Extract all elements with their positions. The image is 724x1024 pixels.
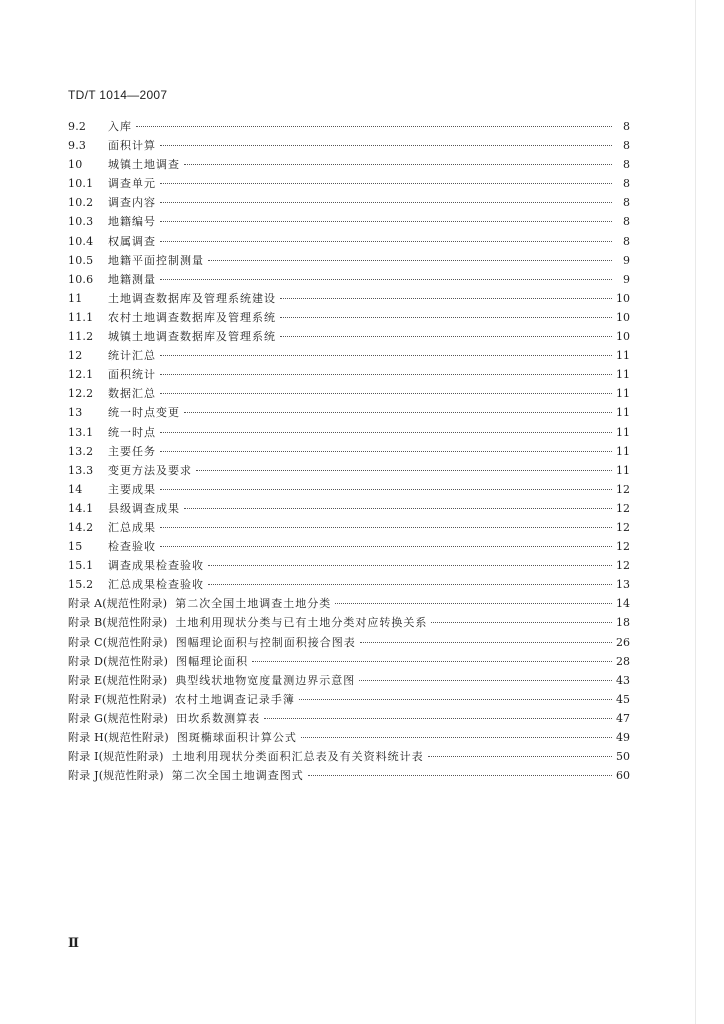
toc-appendix-entry[interactable] bbox=[68, 747, 630, 766]
toc-entry-title: 面积计算 bbox=[108, 139, 156, 153]
toc-dot-leader bbox=[208, 584, 612, 585]
toc-dot-leader bbox=[280, 336, 612, 337]
toc-entry-number: 附录 E(规范性附录) bbox=[68, 673, 168, 687]
toc-entry-number: 附录 H(规范性附录) bbox=[68, 731, 169, 744]
toc-dot-leader bbox=[428, 756, 612, 757]
toc-dot-leader bbox=[335, 603, 612, 604]
toc-entry-page: 9 bbox=[623, 253, 630, 267]
toc-entry-page: 49 bbox=[616, 731, 630, 744]
toc-dot-leader bbox=[160, 145, 612, 146]
toc-entry-number: 附录 G(规范性附录) bbox=[68, 711, 169, 725]
toc-entry-title: 汇总成果 bbox=[108, 520, 156, 534]
toc-appendix-entry[interactable] bbox=[68, 652, 630, 671]
toc-entry-page: 8 bbox=[623, 234, 630, 248]
toc-entry-title: 图斑椭球面积计算公式 bbox=[176, 731, 297, 744]
toc-entry-title: 主要成果 bbox=[108, 482, 156, 496]
toc-entry-page: 11 bbox=[616, 349, 630, 363]
toc-entry-number: 附录 J(规范性附录) bbox=[68, 769, 164, 783]
toc-appendix-entry[interactable] bbox=[68, 766, 630, 785]
toc-entry-number: 12.2 bbox=[68, 387, 94, 401]
toc-entry-page: 12 bbox=[616, 501, 630, 515]
toc-entry-number: 15.1 bbox=[68, 559, 94, 573]
toc-entry-title: 权属调查 bbox=[108, 234, 156, 248]
toc-appendix-entry[interactable] bbox=[68, 728, 630, 747]
toc-appendix-entry[interactable] bbox=[68, 690, 630, 709]
toc-dot-leader bbox=[184, 164, 612, 165]
toc-dot-leader bbox=[160, 451, 612, 452]
toc-dot-leader bbox=[301, 737, 612, 738]
toc-entry-number: 附录 C(规范性附录) bbox=[68, 635, 168, 649]
toc-entry-page: 12 bbox=[616, 520, 630, 534]
toc-entry-page: 9 bbox=[623, 272, 630, 286]
toc-dot-leader bbox=[160, 355, 612, 356]
toc-dot-leader bbox=[360, 642, 612, 643]
toc-entry-title: 地籍测量 bbox=[108, 272, 156, 286]
toc-dot-leader bbox=[299, 699, 612, 700]
toc-entry[interactable] bbox=[68, 537, 630, 556]
toc-entry-title: 数据汇总 bbox=[108, 387, 156, 401]
toc-entry-page: 47 bbox=[616, 711, 630, 725]
toc-dot-leader bbox=[160, 546, 612, 547]
toc-entry[interactable] bbox=[68, 518, 630, 537]
toc-entry-number: 9.2 bbox=[68, 120, 87, 133]
toc-entry-page: 60 bbox=[616, 769, 630, 783]
toc-dot-leader bbox=[431, 622, 612, 623]
toc-appendix-entry[interactable] bbox=[68, 671, 630, 690]
toc-entry-page: 10 bbox=[616, 310, 630, 324]
toc-entry[interactable] bbox=[68, 193, 630, 212]
toc-entry-title: 汇总成果检查验收 bbox=[108, 578, 204, 592]
toc-entry-page: 50 bbox=[616, 750, 630, 764]
toc-entry-page: 11 bbox=[616, 387, 630, 401]
toc-entry-title: 主要任务 bbox=[108, 444, 156, 458]
toc-entry-page: 11 bbox=[616, 425, 630, 439]
toc-entry-number: 12.1 bbox=[68, 368, 94, 382]
toc-entry-number: 10.3 bbox=[68, 215, 94, 229]
toc-entry-title: 典型线状地物宽度量测边界示意图 bbox=[175, 673, 356, 687]
toc-entry[interactable] bbox=[68, 289, 630, 308]
toc-entry-title: 变更方法及要求 bbox=[108, 463, 192, 477]
toc-dot-leader bbox=[264, 718, 612, 719]
toc-entry-number: 15 bbox=[68, 540, 83, 554]
toc-entry-page: 10 bbox=[616, 291, 630, 305]
toc-entry-page: 8 bbox=[623, 120, 630, 133]
toc-entry-number: 附录 F(规范性附录) bbox=[68, 692, 167, 706]
toc-entry[interactable] bbox=[68, 232, 630, 251]
toc-dot-leader bbox=[184, 412, 612, 413]
toc-entry-page: 8 bbox=[623, 158, 630, 172]
toc-entry-title: 地籍编号 bbox=[108, 215, 156, 229]
toc-dot-leader bbox=[280, 298, 612, 299]
toc-appendix-entry[interactable] bbox=[68, 633, 630, 652]
toc-entry-page: 18 bbox=[616, 616, 630, 630]
toc-dot-leader bbox=[208, 565, 612, 566]
toc-entry-page: 11 bbox=[616, 444, 630, 458]
toc-dot-leader bbox=[160, 374, 612, 375]
toc-entry-title: 土地调查数据库及管理系统建设 bbox=[108, 291, 276, 305]
toc-entry-number: 10 bbox=[68, 158, 83, 172]
toc-entry-page: 12 bbox=[616, 559, 630, 573]
toc-dot-leader bbox=[160, 393, 612, 394]
toc-entry-title: 调查成果检查验收 bbox=[108, 559, 204, 573]
toc-entry-number: 14.1 bbox=[68, 501, 94, 515]
toc-entry-number: 11 bbox=[68, 291, 83, 305]
toc-entry-page: 8 bbox=[623, 177, 630, 191]
toc-dot-leader bbox=[196, 470, 612, 471]
toc-dot-leader bbox=[184, 508, 612, 509]
toc-entry-title: 县级调查成果 bbox=[108, 501, 180, 515]
toc-entry-number: 14.2 bbox=[68, 520, 94, 534]
toc-entry-page: 12 bbox=[616, 540, 630, 554]
toc-entry-number: 10.5 bbox=[68, 253, 94, 267]
toc-entry-title: 图幅理论面积 bbox=[176, 654, 249, 668]
toc-appendix-entry[interactable] bbox=[68, 709, 630, 728]
toc-entry[interactable] bbox=[68, 136, 630, 155]
toc-entry-title: 地籍平面控制测量 bbox=[108, 253, 204, 267]
toc-entry-page: 11 bbox=[616, 406, 630, 420]
toc-dot-leader bbox=[252, 661, 612, 662]
toc-entry-page: 10 bbox=[616, 330, 630, 344]
toc-entry-number: 10.4 bbox=[68, 234, 94, 248]
toc-entry-title: 检查验收 bbox=[108, 540, 156, 554]
toc-entry[interactable] bbox=[68, 270, 630, 289]
toc-entry-title: 农村土地调查数据库及管理系统 bbox=[108, 310, 276, 324]
toc-entry-number: 附录 D(规范性附录) bbox=[68, 654, 169, 668]
toc-entry[interactable] bbox=[68, 251, 630, 270]
toc-entry-number: 11.1 bbox=[68, 310, 94, 324]
toc-entry-number: 10.6 bbox=[68, 272, 94, 286]
toc-entry-title: 土地利用现状分类面积汇总表及有关资料统计表 bbox=[171, 750, 424, 764]
toc-dot-leader bbox=[160, 489, 612, 490]
toc-entry[interactable] bbox=[68, 480, 630, 499]
toc-entry-page: 13 bbox=[616, 578, 630, 592]
toc-entry[interactable] bbox=[68, 346, 630, 365]
toc-entry-page: 14 bbox=[616, 597, 630, 611]
toc-entry-number: 14 bbox=[68, 482, 83, 496]
toc-entry-page: 45 bbox=[616, 692, 630, 706]
page-edge-line bbox=[695, 0, 696, 1024]
toc-entry-number: 13.3 bbox=[68, 463, 94, 477]
toc-entry-number: 附录 B(规范性附录) bbox=[68, 616, 168, 630]
toc-dot-leader bbox=[136, 126, 612, 127]
toc-entry-title: 统计汇总 bbox=[108, 349, 156, 363]
page-number-footer: Ⅱ bbox=[68, 936, 79, 951]
toc-dot-leader bbox=[359, 680, 612, 681]
toc-entry-number: 10.2 bbox=[68, 196, 94, 210]
toc-entry[interactable] bbox=[68, 499, 630, 518]
toc-entry-title: 图幅理论面积与控制面积接合图表 bbox=[175, 635, 356, 649]
toc-entry-page: 12 bbox=[616, 482, 630, 496]
toc-dot-leader bbox=[160, 221, 612, 222]
toc-entry-page: 11 bbox=[616, 368, 630, 382]
toc-entry-title: 入库 bbox=[108, 120, 132, 133]
toc-entry-page: 43 bbox=[616, 673, 630, 687]
toc-entry-number: 11.2 bbox=[68, 330, 94, 344]
toc-dot-leader bbox=[160, 432, 612, 433]
toc-entry[interactable] bbox=[68, 403, 630, 422]
toc-entry-page: 26 bbox=[616, 635, 630, 649]
toc-entry[interactable] bbox=[68, 556, 630, 575]
toc-entry-number: 13.1 bbox=[68, 425, 94, 439]
toc-entry-title: 第二次全国土地调查图式 bbox=[171, 769, 304, 783]
toc-entry-title: 第二次全国土地调查土地分类 bbox=[175, 597, 332, 611]
toc-dot-leader bbox=[280, 317, 612, 318]
toc-entry[interactable] bbox=[68, 365, 630, 384]
toc-entry[interactable] bbox=[68, 461, 630, 480]
toc-entry-number: 13.2 bbox=[68, 444, 94, 458]
toc-dot-leader bbox=[208, 260, 612, 261]
toc-entry-page: 8 bbox=[623, 139, 630, 153]
toc-entry[interactable] bbox=[68, 442, 630, 461]
toc-entry[interactable] bbox=[68, 384, 630, 403]
toc-entry-page: 8 bbox=[623, 215, 630, 229]
toc-entry-number: 附录 A(规范性附录) bbox=[68, 597, 168, 611]
toc-entry-title: 调查内容 bbox=[108, 196, 156, 210]
toc-entry-title: 统一时点变更 bbox=[108, 406, 180, 420]
toc-entry[interactable] bbox=[68, 117, 630, 136]
toc-appendix-entry[interactable] bbox=[68, 613, 630, 632]
toc-entry[interactable] bbox=[68, 327, 630, 346]
toc-entry-title: 面积统计 bbox=[108, 368, 156, 382]
toc-entry[interactable] bbox=[68, 174, 630, 193]
toc-entry-number: 附录 I(规范性附录) bbox=[68, 750, 164, 764]
toc-entry-number: 12 bbox=[68, 349, 83, 363]
toc-entry-title: 田坎系数测算表 bbox=[176, 711, 261, 725]
toc-entry-title: 土地利用现状分类与已有土地分类对应转换关系 bbox=[175, 616, 428, 630]
toc-dot-leader bbox=[308, 775, 612, 776]
toc-dot-leader bbox=[160, 527, 612, 528]
toc-entry-number: 9.3 bbox=[68, 139, 87, 153]
toc-entry-number: 13 bbox=[68, 406, 83, 420]
toc-entry[interactable] bbox=[68, 575, 630, 594]
toc-dot-leader bbox=[160, 241, 612, 242]
toc-entry-title: 城镇土地调查数据库及管理系统 bbox=[108, 330, 276, 344]
toc-dot-leader bbox=[160, 202, 612, 203]
toc-entry-title: 农村土地调查记录手簿 bbox=[174, 692, 295, 706]
toc-entry-title: 城镇土地调查 bbox=[108, 158, 180, 172]
toc-entry[interactable] bbox=[68, 212, 630, 231]
toc-entry[interactable] bbox=[68, 155, 630, 174]
toc-dot-leader bbox=[160, 183, 612, 184]
toc-entry-page: 8 bbox=[623, 196, 630, 210]
toc-appendix-entry[interactable] bbox=[68, 594, 630, 613]
toc-entry-title: 统一时点 bbox=[108, 425, 156, 439]
table-of-contents bbox=[68, 117, 630, 785]
toc-entry-title: 调查单元 bbox=[108, 177, 156, 191]
toc-dot-leader bbox=[160, 279, 612, 280]
toc-entry[interactable] bbox=[68, 308, 630, 327]
toc-entry-number: 15.2 bbox=[68, 578, 94, 592]
toc-entry-number: 10.1 bbox=[68, 177, 94, 191]
toc-entry-page: 28 bbox=[616, 654, 630, 668]
toc-entry-page: 11 bbox=[616, 463, 630, 477]
toc-entry[interactable] bbox=[68, 423, 630, 442]
doc-code-header: TD/T 1014—2007 bbox=[68, 88, 168, 102]
